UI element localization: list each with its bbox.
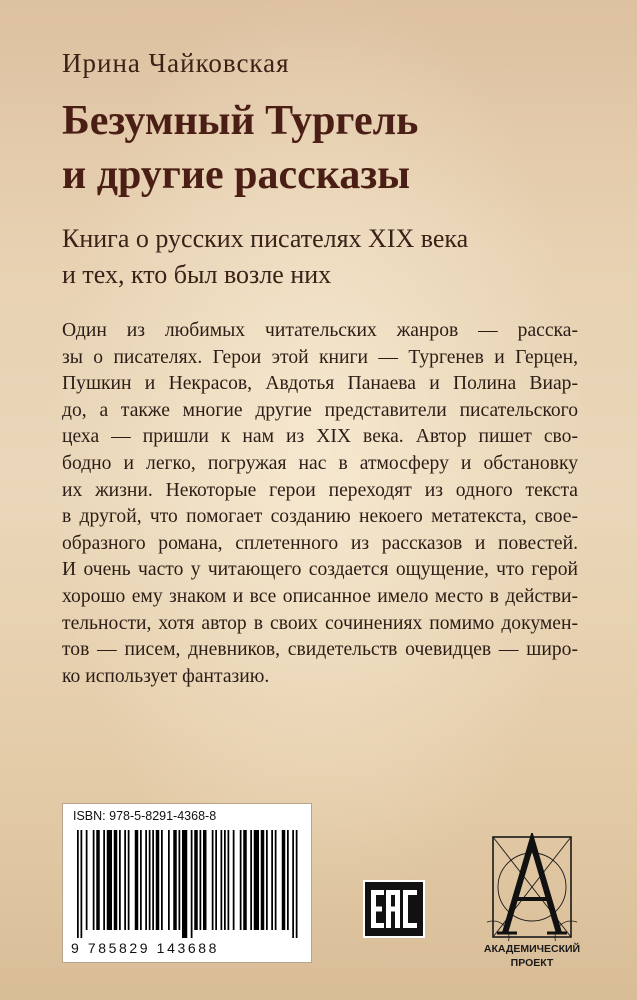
annotation-line: Пушкин и Некрасов, Авдотья Панаева и Полина Виар- (62, 373, 578, 395)
book-title-line-1: Безумный Тургель (62, 98, 419, 144)
barcode-digits: 9 785829 143688 (71, 940, 219, 956)
publisher-name (462, 942, 602, 970)
annotation-line: тов — писем, дневников, свидетельств очевидцев — широ- (62, 639, 578, 661)
annotation-line: Один из любимых читательских жанров — расска- (62, 320, 578, 341)
isbn-text: ISBN: 978-5-8291-4368-8 (73, 809, 217, 823)
book-annotation (62, 318, 578, 690)
author-name: Ирина Чайковская (62, 48, 290, 78)
publisher-name-line-2: ПРОЕКТ (510, 957, 554, 969)
annotation-line: хорошо ему знаком и все описанное имело место в действи- (62, 585, 578, 607)
annotation-line: тельности, хотя автор в своих сочинениях помимо докумен- (62, 612, 578, 634)
annotation-line: до, а также многие другие представители писательского (62, 399, 578, 421)
book-subtitle-line-1: Книга о русских писателях XIX века (62, 224, 469, 253)
book-subtitle-line-2: и тех, кто был возле них (62, 260, 332, 289)
barcode-label (62, 803, 312, 963)
annotation-line: в другой, что помогает созданию некоего метатекста, свое- (62, 506, 578, 528)
book-title-line-2: и другие рассказы (62, 152, 411, 198)
book-subtitle (62, 221, 468, 293)
publisher-name-line-1: АКАДЕМИЧЕСКИЙ (483, 943, 581, 955)
eac-certification-mark (363, 880, 425, 938)
publisher-logo-icon (487, 833, 577, 941)
annotation-line: их жизни. Некоторые герои переходят из одного текста (62, 479, 578, 501)
annotation-line: И очень часто у читающего создается ощущение, что герой (62, 559, 578, 581)
annotation-line: образного романа, сплетенного из рассказов и повестей. (62, 532, 578, 554)
book-title (62, 94, 418, 202)
annotation-line: бодно и легко, погружая нас в атмосферу и обстановку (62, 452, 578, 474)
annotation-line: цеха — пришли к нам из XIX века. Автор пишет сво- (62, 426, 578, 448)
barcode-image (73, 830, 303, 938)
annotation-line: ко использует фантазию. (62, 665, 270, 687)
annotation-line: зы о писателях. Герои этой книги — Тургенев и Герцен, (62, 346, 578, 368)
